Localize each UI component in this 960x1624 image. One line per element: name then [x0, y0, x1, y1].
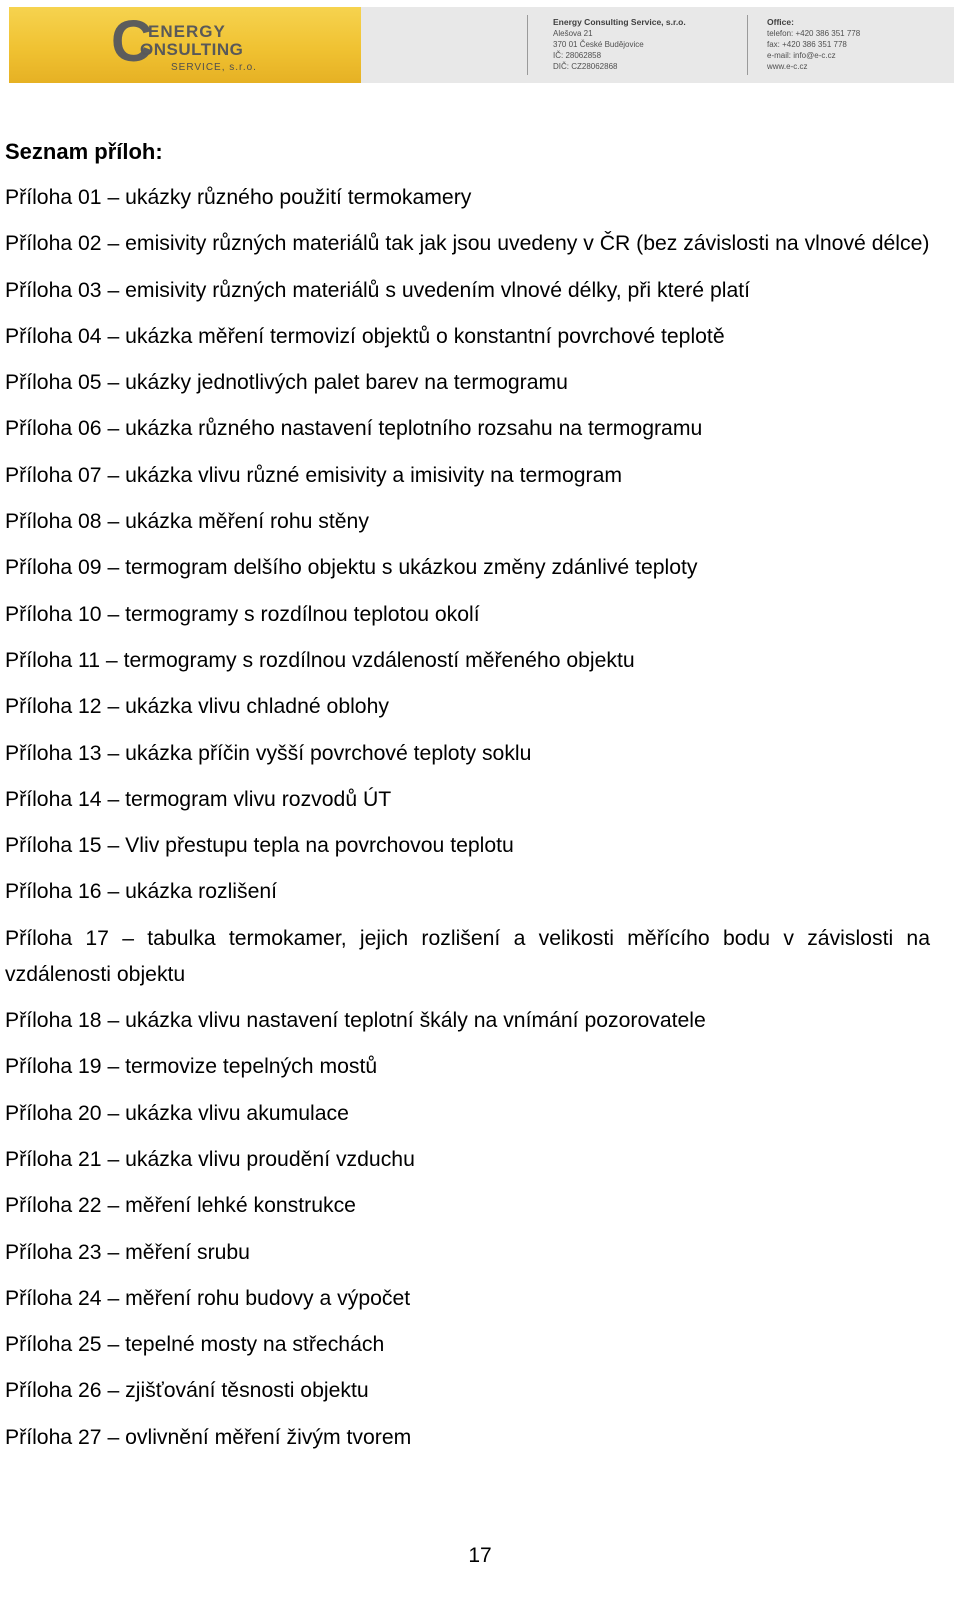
attachment-item-08: Příloha 08 – ukázka měření rohu stěny: [5, 510, 369, 534]
attachment-item-20: Příloha 20 – ukázka vlivu akumulace: [5, 1101, 349, 1125]
attachment-item-27: Příloha 27 – ovlivnění měření živým tvorem: [5, 1425, 412, 1449]
attachment-item-01: Příloha 01 – ukázky různého použití termokamery: [5, 186, 472, 209]
attachment-item-09: Příloha 09 – termogram delšího objektu s ukázkou změny zdánlivé teploty: [5, 556, 698, 580]
company-name: Energy Consulting Service, s.r.o.: [553, 17, 686, 27]
attachment-item-16: Příloha 16 – ukázka rozlišení: [5, 880, 278, 904]
attachment-item-24: Příloha 24 – měření rohu budovy a výpočet: [5, 1286, 411, 1310]
company-logo: [9, 7, 361, 83]
attachment-item-14: Příloha 14 – termogram vlivu rozvodů ÚT: [5, 787, 392, 811]
attachment-item-10: Příloha 10 – termogramy s rozdílnou teplotou okolí: [5, 602, 480, 626]
office-phone: telefon: +420 386 351 778: [767, 29, 861, 38]
logo-word-service: SERVICE, s.r.o.: [171, 62, 257, 73]
company-city: 370 01 České Budějovice: [553, 40, 644, 49]
office-title: Office:: [767, 17, 794, 27]
header-divider: [527, 15, 528, 75]
attachments-list-section: [5, 134, 930, 1466]
attachment-item-22: Příloha 22 – měření lehké konstrukce: [5, 1194, 356, 1218]
attachment-item-03: Příloha 03 – emisivity různých materiálů s uvedením vlnové délky, při které platí: [5, 278, 751, 302]
letterhead: [9, 7, 954, 83]
office-website: www.e-c.cz: [767, 62, 808, 71]
page-number: 17: [468, 1544, 492, 1567]
logo-word-consulting: ONSULTING: [140, 40, 244, 59]
attachment-item-04: Příloha 04 – ukázka měření termovizí objektů o konstantní povrchové teplotě: [5, 324, 725, 348]
company-address-block: [553, 17, 686, 72]
attachment-item-07: Příloha 07 – ukázka vlivu různé emisivity a imisivity na termogram: [5, 463, 623, 487]
attachment-item-18: Příloha 18 – ukázka vlivu nastavení teplotní škály na vnímání pozorovatele: [5, 1009, 706, 1033]
company-ic: IČ: 28062858: [553, 51, 602, 60]
office-email: e-mail: info@e-c.cz: [767, 51, 836, 60]
attachment-item-06: Příloha 06 – ukázka různého nastavení teplotního rozsahu na termogramu: [5, 417, 703, 441]
attachment-item-26: Příloha 26 – zjišťování těsnosti objektu: [5, 1379, 369, 1403]
attachment-item-21: Příloha 21 – ukázka vlivu proudění vzduchu: [5, 1147, 415, 1171]
attachment-item-15: Příloha 15 – Vliv přestupu tepla na povrchovou teplotu: [5, 834, 514, 858]
header-divider: [747, 15, 748, 75]
attachment-item-23: Příloha 23 – měření srubu: [5, 1240, 250, 1264]
attachment-item-05: Příloha 05 – ukázky jednotlivých palet barev na termogramu: [5, 371, 568, 395]
attachment-item-13: Příloha 13 – ukázka příčin vyšší povrchové teploty soklu: [5, 741, 532, 765]
office-fax: fax: +420 386 351 778: [767, 40, 847, 49]
attachment-item-25: Příloha 25 – tepelné mosty na střechách: [5, 1333, 385, 1357]
company-street: Alešova 21: [553, 29, 593, 38]
attachment-item-19: Příloha 19 – termovize tepelných mostů: [5, 1055, 378, 1079]
attachment-item-17: Příloha 17 – tabulka termokamer, jejich rozlišení a velikosti měřícího bodu v závislosti na vzdálenosti objektu: [5, 926, 930, 986]
attachment-item-11: Příloha 11 – termogramy s rozdílnou vzdáleností měřeného objektu: [5, 648, 635, 672]
logo-word-energy: ENERGY: [148, 22, 226, 41]
logo-letter-c: C: [111, 9, 151, 74]
attachments-heading: Seznam příloh:: [5, 139, 163, 164]
attachment-item-02: Příloha 02 – emisivity různých materiálů tak jak jsou uvedeny v ČR (bez závislosti na vlnové délce): [5, 232, 930, 256]
company-dic: DIČ: CZ28062868: [553, 62, 618, 71]
attachment-item-12: Příloha 12 – ukázka vlivu chladné oblohy: [5, 695, 389, 719]
office-contact-block: [767, 17, 860, 72]
